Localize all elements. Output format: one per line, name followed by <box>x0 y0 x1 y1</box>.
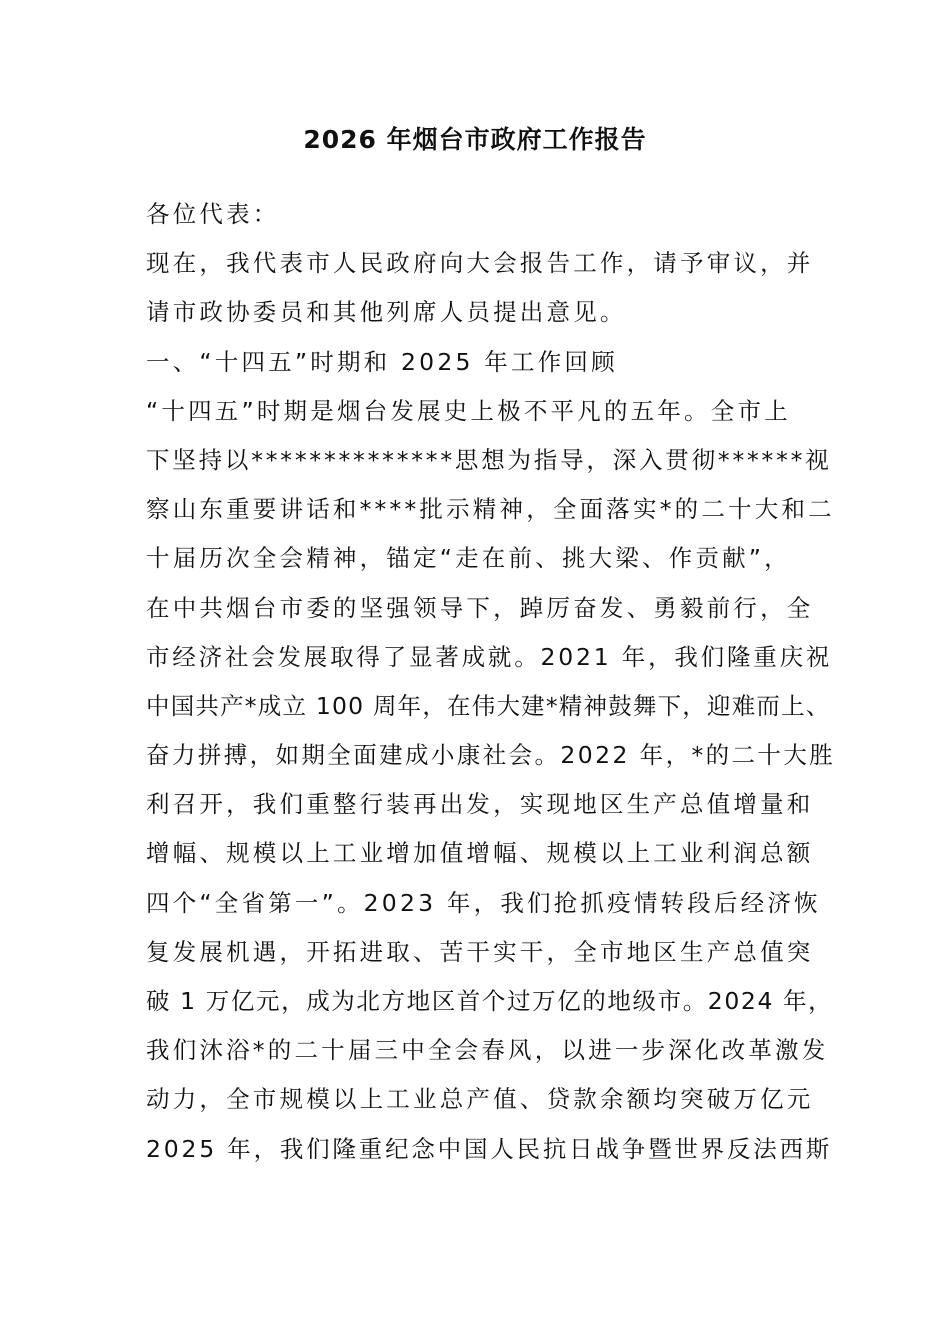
text-line: 四个“全省第一”。2023 年，我们抢抓疫情转段后经济恢 <box>146 888 821 917</box>
document-title: 2026 年烟台市政府工作报告 <box>303 125 647 154</box>
text-line: 增幅、规模以上工业增加值增幅、规模以上工业利润总额 <box>146 839 814 868</box>
text-line: 破 1 万亿元，成为北方地区首个过万亿的地级市。2024 年， <box>146 987 834 1015</box>
text-line: 复发展机遇，开拓进取、苦干实干，全市地区生产总值突 <box>146 937 814 966</box>
document-body <box>146 190 836 1174</box>
text-line: 察山东重要讲话和****批示精神，全面落实*的二十大和二 <box>146 495 835 524</box>
text-line: 现在，我代表市人民政府向大会报告工作，请予审议，并 <box>146 249 814 278</box>
text-line: 动力，全市规模以上工业总产值、贷款余额均突破万亿元 <box>146 1085 814 1114</box>
text-line: 市经济社会发展取得了显著成就。2021 年，我们隆重庆祝 <box>146 642 833 671</box>
text-line: 我们沐浴*的二十届三中全会春风，以进一步深化改革激发 <box>146 1036 829 1065</box>
text-line-salutation: 各位代表： <box>146 200 280 228</box>
text-line: “十四五”时期是烟台发展史上极不平凡的五年。全市上 <box>146 396 791 425</box>
text-line: 2025 年，我们隆重纪念中国人民抗日战争暨世界反法西斯 <box>146 1134 833 1163</box>
text-line: 请市政协委员和其他列席人员提出意见。 <box>146 298 627 327</box>
text-line: 利召开，我们重整行装再出发，实现地区生产总值增量和 <box>146 790 814 819</box>
section-heading: 一、“十四五”时期和 2025 年工作回顾 <box>146 347 618 376</box>
text-line: 中国共产*成立 100 周年，在伟大建*精神鼓舞下，迎难而上、 <box>146 691 831 720</box>
text-line: 十届历次全会精神，锚定“走在前、挑大梁、作贡献”， <box>146 544 791 573</box>
text-line: 奋力拼搏，如期全面建成小康社会。2022 年，*的二十大胜 <box>146 741 836 770</box>
text-line: 在中共烟台市委的坚强领导下，踔厉奋发、勇毅前行，全 <box>146 593 814 622</box>
text-line: 下坚持以**************思想为指导，深入贯彻******视 <box>146 445 832 474</box>
